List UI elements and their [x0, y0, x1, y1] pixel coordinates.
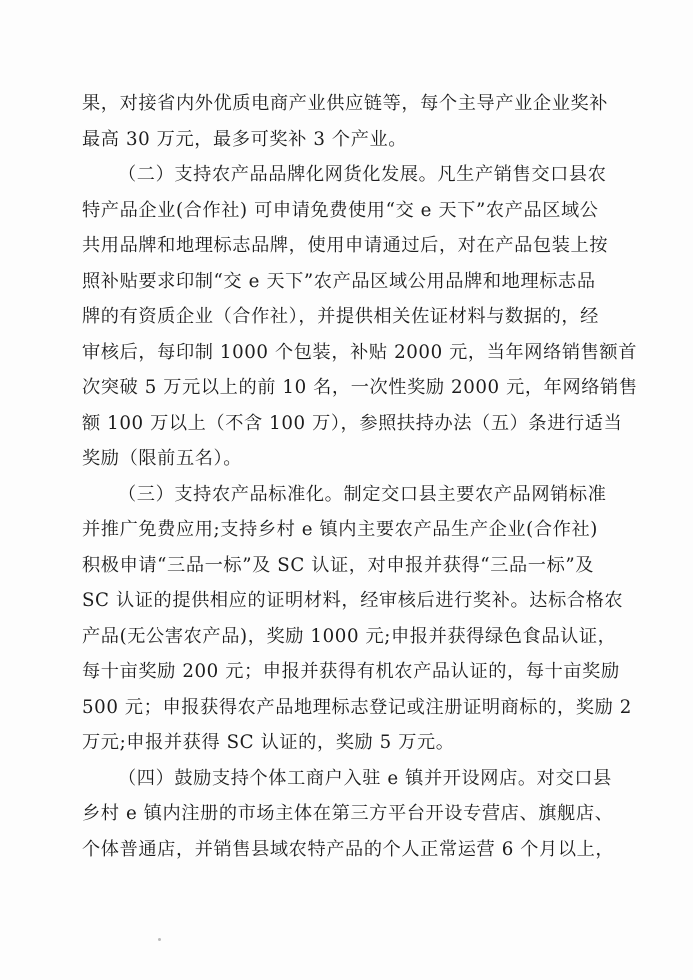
text-line: 照补贴要求印制“交 e 天下”农产品区域公用品牌和地理标志品 — [82, 271, 596, 292]
text-line: 个体普通店，并销售县域农特产品的个人正常运营 6 个月以上， — [82, 839, 615, 860]
section-four-heading-line: （四）鼓励支持个体工商户入驻 e 镇并开设网店。对交口县 — [118, 768, 612, 789]
text-line: 共用品牌和地理标志品牌，使用申请通过后，对在产品包装上按 — [82, 235, 609, 256]
text-line: SC 认证的提供相应的证明材料，经审核后进行奖补。达标合格农 — [82, 590, 624, 611]
text-line: 并推广免费应用;支持乡村 e 镇内主要农产品生产企业(合作社) — [82, 519, 598, 540]
text-line: 牌的有资质企业（合作社），并提供相关佐证材料与数据的，经 — [82, 306, 599, 327]
text-line: 万元;申报并获得 SC 认证的，奖励 5 万元。 — [82, 732, 455, 753]
text-line: 乡村 e 镇内注册的市场主体在第三方平台开设专营店、旗舰店、 — [82, 803, 614, 824]
text-line: 奖励（限前五名）。 — [82, 448, 242, 469]
text-line: 特产品企业(合作社) 可申请免费使用“交 e 天下”农产品区域公 — [82, 200, 599, 221]
section-three-heading-line: （三）支持农产品标准化。制定交口县主要农产品网销标准 — [118, 484, 607, 505]
text-line: 最高 30 万元，最多可奖补 3 个产业。 — [82, 129, 408, 150]
text-line: 500 元；申报获得农产品地理标志登记或注册证明商标的，奖励 2 — [82, 697, 632, 718]
section-two-heading-line: （二）支持农产品品牌化网货化发展。凡生产销售交口县农 — [118, 164, 607, 185]
text-line: 产品(无公害农产品)，奖励 1000 元;申报并获得绿色食品认证， — [82, 626, 617, 647]
text-line: 每十亩奖励 200 元；申报并获得有机农产品认证的，每十亩奖励 — [82, 661, 620, 682]
text-line: 审核后，每印制 1000 个包装，补贴 2000 元，当年网络销售额首 — [82, 342, 638, 363]
text-line: 积极申请“三品一标”及 SC 认证，对申报并获得“三品一标”及 — [82, 555, 595, 576]
text-line: 果，对接省内外优质电商产业供应链等，每个主导产业企业奖补 — [82, 93, 609, 114]
scan-speck — [158, 938, 161, 941]
text-line: 次突破 5 万元以上的前 10 名，一次性奖励 2000 元，年网络销售 — [82, 377, 638, 398]
text-line: 额 100 万以上（不含 100 万），参照扶持办法（五）条进行适当 — [82, 413, 623, 434]
